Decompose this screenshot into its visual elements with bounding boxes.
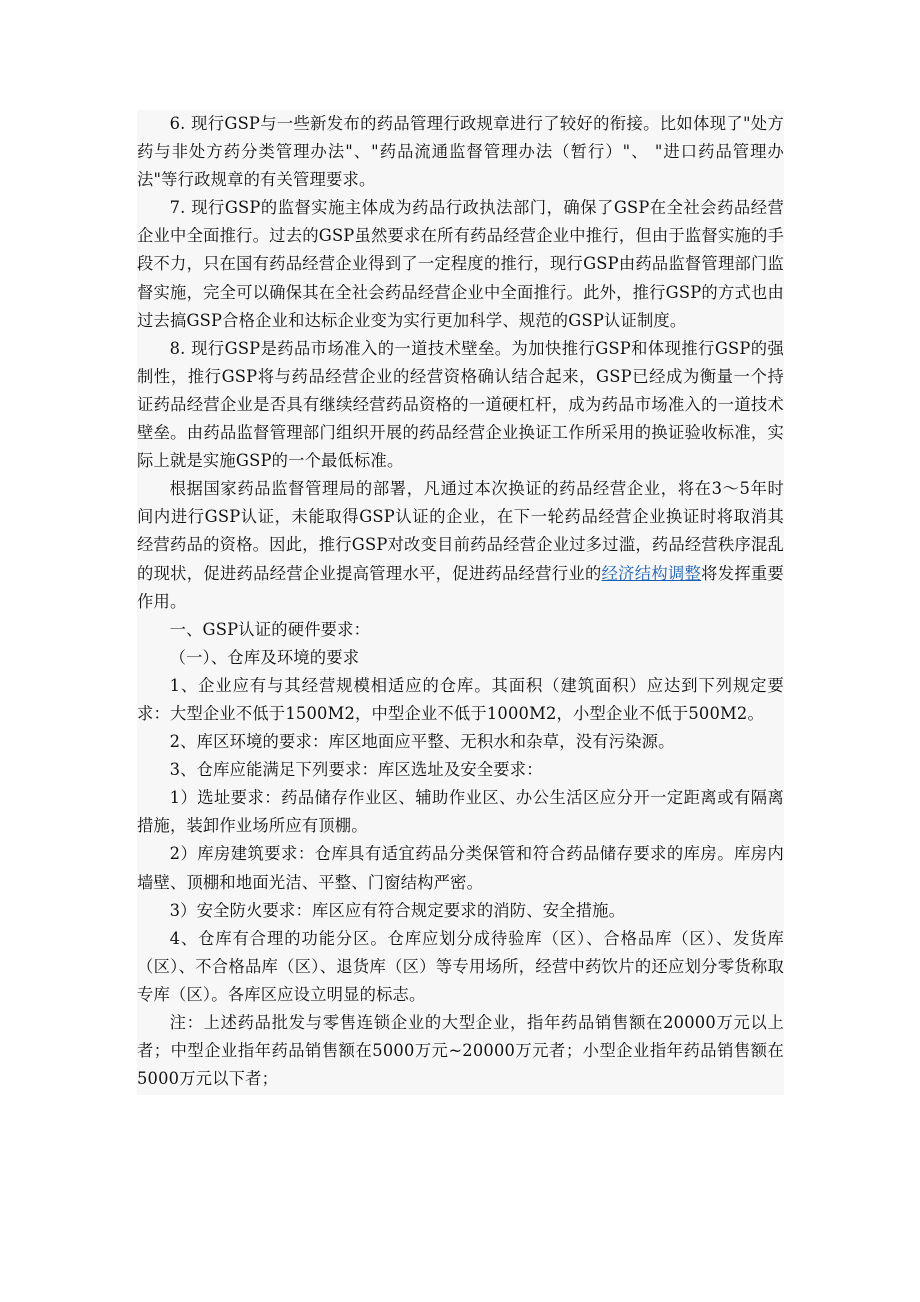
note-paragraph: 注：上述药品批发与零售连锁企业的大型企业，指年药品销售额在20000万元以上者；中型企业指年药品销售额在5000万元~20000万元者；小型企业指年药品销售额在5000万元以下者； bbox=[137, 1013, 784, 1089]
list-item: 1、企业应有与其经营规模相适应的仓库。其面积（建筑面积）应达到下列规定要求：大型企业不低于1500M2，中型企业不低于1000M2，小型企业不低于500M2。 bbox=[137, 675, 784, 723]
document-page bbox=[137, 110, 784, 1095]
paragraph-text: 将发挥重要作用。 bbox=[137, 563, 784, 611]
list-item: 3、仓库应能满足下列要求：库区选址及安全要求： bbox=[169, 760, 543, 780]
list-item: 2、库区环境的要求：库区地面应平整、无积水和杂草，没有污染源。 bbox=[169, 732, 675, 752]
paragraph-text: 根据国家药品监督管理局的部署，凡通过本次换证的药品经营企业，将在3～5年时间内进行GSP认证，未能取得GSP认证的企业，在下一轮药品经营企业换证时将取消其经营药品的资格。因此，推行GSP对改变目前药品经营企业过多过滥，药品经营秩序混乱的现状，促进药品经营企业提高管理水平，促进药品经营行业的 bbox=[137, 479, 784, 583]
section-heading: 一、GSP认证的硬件要求： bbox=[169, 619, 371, 639]
paragraph-6: 6. 现行GSP与一些新发布的药品管理行政规章进行了较好的衔接。比如体现了"处方药与非处方药分类管理办法"、"药品流通监督管理办法（暂行）"、 "进口药品管理办法"等行政规章的有关管理要求。 bbox=[137, 114, 784, 190]
paragraph-8: 8. 现行GSP是药品市场准入的一道技术壁垒。为加快推行GSP和体现推行GSP的强制性，推行GSP将与药品经营企业的经营资格确认结合起来，GSP已经成为衡量一个持证药品经营企业是否具有继续经营药品资格的一道硬杠杆，成为药品市场准入的一道技术壁垒。由药品监督管理部门组织开展的药品经营企业换证工作所采用的换证验收标准，实际上就是实施GSP的一个最低标准。 bbox=[137, 338, 784, 471]
subsection-heading: （一）、仓库及环境的要求 bbox=[169, 647, 360, 667]
paragraph-deployment bbox=[137, 475, 784, 615]
list-item: 1）选址要求：药品储存作业区、辅助作业区、办公生活区应分开一定距离或有隔离措施，装卸作业场所应有顶棚。 bbox=[137, 788, 784, 836]
list-item: 4、仓库有合理的功能分区。仓库应划分成待验库（区）、合格品库（区）、发货库（区）、不合格品库（区）、退货库（区）等专用场所，经营中药饮片的还应划分零货称取专库（区）。各库区应设立明显的标志。 bbox=[137, 928, 784, 1004]
list-item: 2）库房建筑要求：仓库具有适宜药品分类保管和符合药品储存要求的库房。库房内墙壁、顶棚和地面光洁、平整、门窗结构严密。 bbox=[137, 844, 784, 892]
list-item: 3）安全防火要求：库区应有符合规定要求的消防、安全措施。 bbox=[169, 900, 626, 920]
economic-structure-link[interactable]: 经济结构调整 bbox=[601, 563, 702, 583]
paragraph-7: 7. 现行GSP的监督实施主体成为药品行政执法部门，确保了GSP在全社会药品经营企业中全面推行。过去的GSP虽然要求在所有药品经营企业中推行，但由于监督实施的手段不力，只在国有药品经营企业得到了一定程度的推行，现行GSP由药品监督管理部门监督实施，完全可以确保其在全社会药品经营企业中全面推行。此外，推行GSP的方式也由过去搞GSP合格企业和达标企业变为实行更加科学、规范的GSP认证制度。 bbox=[137, 198, 784, 330]
